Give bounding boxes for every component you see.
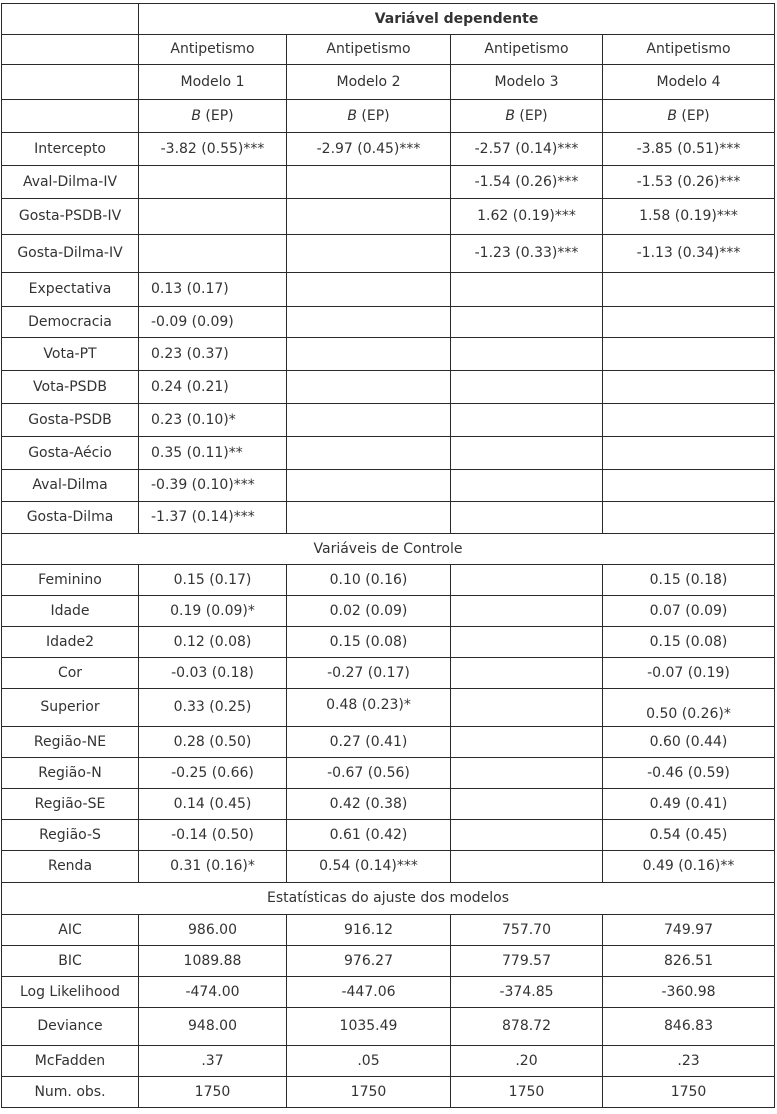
cell-m3: -374.85 [451,977,603,1008]
cell-m2: 1750 [287,1077,451,1108]
cell-m3 [451,758,603,789]
cell-m4 [603,371,775,404]
row-label: Intercepto [2,133,139,166]
cell-m2: -0.67 (0.56) [287,758,451,789]
header-row-dependent [2,35,775,65]
empty-cell [2,35,139,65]
cell-m1: -0.39 (0.10)*** [139,470,287,502]
coef-heading-m1 [139,100,287,133]
cell-m4: 826.51 [603,946,775,977]
table-row-deviance [2,1008,775,1046]
row-label: Região-SE [2,789,139,820]
coef-b: B [667,107,677,124]
cell-m3 [451,689,603,727]
cell-m3 [451,565,603,596]
cell-m4: -360.98 [603,977,775,1008]
dependent-m4: Antipetismo [603,35,775,65]
row-label: BIC [2,946,139,977]
cell-m4: 0.15 (0.18) [603,565,775,596]
cell-m3: -2.57 (0.14)*** [451,133,603,166]
cell-m4: 0.07 (0.09) [603,596,775,627]
cell-m3 [451,371,603,404]
header-row-coef [2,100,775,133]
cell-m4: 846.83 [603,1008,775,1046]
cell-m3: -1.54 (0.26)*** [451,166,603,199]
table-row-bic [2,946,775,977]
empty-cell [2,4,139,35]
section-row-controls [2,534,775,565]
cell-m3 [451,627,603,658]
cell-m3 [451,727,603,758]
table-row-log-likelihood [2,977,775,1008]
model-1-heading: Modelo 1 [139,65,287,100]
regression-table [1,3,775,1108]
cell-m4 [603,404,775,437]
coef-b: B [505,107,515,124]
cell-m2 [287,273,451,307]
cell-m4: -1.13 (0.34)*** [603,235,775,273]
row-label: Democracia [2,307,139,338]
cell-m2: 916.12 [287,915,451,946]
table-row-regiao-ne [2,727,775,758]
cell-m1: 0.13 (0.17) [139,273,287,307]
row-label: Feminino [2,565,139,596]
cell-m1: -474.00 [139,977,287,1008]
table-row-aval-dilma [2,470,775,502]
cell-m1: -3.82 (0.55)*** [139,133,287,166]
coef-ep: (EP) [356,107,390,124]
cell-m2 [287,338,451,371]
cell-m3 [451,502,603,534]
table-row-intercepto [2,133,775,166]
table-row-democracia [2,307,775,338]
cell-m2 [287,470,451,502]
coef-heading-m3 [451,100,603,133]
row-label: Superior [2,689,139,727]
coef-b: B [347,107,357,124]
cell-m3: 1750 [451,1077,603,1108]
row-label: Região-S [2,820,139,851]
cell-m2 [287,502,451,534]
cell-m3 [451,404,603,437]
table-row-expectativa [2,273,775,307]
cell-m3: 1.62 (0.19)*** [451,199,603,235]
cell-m1: 948.00 [139,1008,287,1046]
table-row-vota-psdb [2,371,775,404]
cell-m2: 0.42 (0.38) [287,789,451,820]
row-label: Região-NE [2,727,139,758]
dependent-m1: Antipetismo [139,35,287,65]
row-label: McFadden [2,1046,139,1077]
cell-m1: -0.14 (0.50) [139,820,287,851]
cell-m4: 1750 [603,1077,775,1108]
cell-m2: 0.27 (0.41) [287,727,451,758]
cell-m2: 0.61 (0.42) [287,820,451,851]
cell-m3 [451,820,603,851]
cell-m1: -0.25 (0.66) [139,758,287,789]
cell-m1: 1750 [139,1077,287,1108]
cell-m1: 0.23 (0.37) [139,338,287,371]
dependent-variable-heading: Variável dependente [139,4,775,35]
table-row-idade [2,596,775,627]
row-label: Renda [2,851,139,883]
row-label: Idade2 [2,627,139,658]
table-row-cor [2,658,775,689]
table-row-regiao-se [2,789,775,820]
dependent-m3: Antipetismo [451,35,603,65]
row-label: Deviance [2,1008,139,1046]
model-2-heading: Modelo 2 [287,65,451,100]
cell-m2: -2.97 (0.45)*** [287,133,451,166]
table-row-aval-dilma-iv [2,166,775,199]
cell-m3: .20 [451,1046,603,1077]
model-4-heading: Modelo 4 [603,65,775,100]
coef-b: B [191,107,201,124]
coef-ep: (EP) [676,107,710,124]
table-row-feminino [2,565,775,596]
cell-m1 [139,199,287,235]
table-row-mcfadden [2,1046,775,1077]
controls-section-title: Variáveis de Controle [2,534,775,565]
cell-m3 [451,307,603,338]
cell-m2: 0.02 (0.09) [287,596,451,627]
cell-m1: 986.00 [139,915,287,946]
cell-m4: 0.15 (0.08) [603,627,775,658]
cell-m4 [603,502,775,534]
table-row-renda [2,851,775,883]
cell-m2 [287,371,451,404]
row-label: Gosta-Dilma [2,502,139,534]
cell-m1: 0.12 (0.08) [139,627,287,658]
cell-m1: 0.23 (0.10)* [139,404,287,437]
table-row-regiao-n [2,758,775,789]
cell-m3 [451,338,603,371]
cell-m4: 0.54 (0.45) [603,820,775,851]
cell-m1: 0.24 (0.21) [139,371,287,404]
cell-m2: -447.06 [287,977,451,1008]
cell-m2: -0.27 (0.17) [287,658,451,689]
cell-m1: .37 [139,1046,287,1077]
table-row-regiao-s [2,820,775,851]
cell-m4 [603,307,775,338]
cell-m3 [451,851,603,883]
fit-section-title: Estatísticas do ajuste dos modelos [2,883,775,915]
row-label: Gosta-PSDB-IV [2,199,139,235]
table-row-num-obs [2,1077,775,1108]
row-label: Gosta-PSDB [2,404,139,437]
cell-m4: -1.53 (0.26)*** [603,166,775,199]
cell-m4: 0.60 (0.44) [603,727,775,758]
cell-m4: -0.46 (0.59) [603,758,775,789]
row-label: Vota-PT [2,338,139,371]
cell-m2 [287,404,451,437]
cell-m3: 779.57 [451,946,603,977]
cell-m4 [603,437,775,470]
cell-m2: 976.27 [287,946,451,977]
row-label: Aval-Dilma-IV [2,166,139,199]
cell-m2: 0.10 (0.16) [287,565,451,596]
row-label: Cor [2,658,139,689]
cell-m2 [287,199,451,235]
cell-m2 [287,307,451,338]
cell-m1: 0.19 (0.09)* [139,596,287,627]
coef-heading-m4 [603,100,775,133]
empty-cell [2,65,139,100]
cell-m1: -0.03 (0.18) [139,658,287,689]
row-label: Região-N [2,758,139,789]
table-row-gosta-psdb-iv [2,199,775,235]
cell-m4: 0.50 (0.26)* [603,689,775,727]
cell-m3: 878.72 [451,1008,603,1046]
cell-m1: 1089.88 [139,946,287,977]
model-3-heading: Modelo 3 [451,65,603,100]
table-row-vota-pt [2,338,775,371]
cell-m4: .23 [603,1046,775,1077]
header-row-top [2,4,775,35]
table-row-aic [2,915,775,946]
coef-ep: (EP) [200,107,234,124]
cell-m1: 0.33 (0.25) [139,689,287,727]
row-label: Num. obs. [2,1077,139,1108]
cell-m2: 1035.49 [287,1008,451,1046]
table-row-gosta-dilma-iv [2,235,775,273]
row-label: Idade [2,596,139,627]
coef-heading-m2 [287,100,451,133]
cell-m3: -1.23 (0.33)*** [451,235,603,273]
row-label: Vota-PSDB [2,371,139,404]
cell-m1: 0.28 (0.50) [139,727,287,758]
cell-m1: -0.09 (0.09) [139,307,287,338]
dependent-m2: Antipetismo [287,35,451,65]
cell-m4 [603,470,775,502]
row-label: Gosta-Aécio [2,437,139,470]
cell-m2 [287,166,451,199]
cell-m3 [451,596,603,627]
row-label: Expectativa [2,273,139,307]
cell-m4: -0.07 (0.19) [603,658,775,689]
cell-m1: -1.37 (0.14)*** [139,502,287,534]
table-row-gosta-psdb [2,404,775,437]
cell-m3: 757.70 [451,915,603,946]
cell-m1 [139,235,287,273]
cell-m4: 1.58 (0.19)*** [603,199,775,235]
cell-m3 [451,437,603,470]
table-row-gosta-aecio [2,437,775,470]
cell-m2: 0.48 (0.23)* [287,689,451,727]
cell-m4: 0.49 (0.16)** [603,851,775,883]
cell-m4: -3.85 (0.51)*** [603,133,775,166]
cell-m4 [603,273,775,307]
table-row-gosta-dilma [2,502,775,534]
section-row-fit [2,883,775,915]
table-row-idade2 [2,627,775,658]
cell-m4 [603,338,775,371]
cell-m4: 0.49 (0.41) [603,789,775,820]
cell-m1: 0.14 (0.45) [139,789,287,820]
table-row-superior [2,689,775,727]
header-row-models [2,65,775,100]
row-label: AIC [2,915,139,946]
cell-m2: .05 [287,1046,451,1077]
coef-ep: (EP) [514,107,548,124]
cell-m2: 0.15 (0.08) [287,627,451,658]
cell-m3 [451,658,603,689]
cell-m1: 0.31 (0.16)* [139,851,287,883]
cell-m1: 0.15 (0.17) [139,565,287,596]
empty-cell [2,100,139,133]
cell-m2 [287,437,451,470]
cell-m3 [451,273,603,307]
row-label: Log Likelihood [2,977,139,1008]
row-label: Aval-Dilma [2,470,139,502]
cell-m1: 0.35 (0.11)** [139,437,287,470]
cell-m1 [139,166,287,199]
cell-m3 [451,789,603,820]
cell-m2: 0.54 (0.14)*** [287,851,451,883]
cell-m3 [451,470,603,502]
row-label: Gosta-Dilma-IV [2,235,139,273]
cell-m4: 749.97 [603,915,775,946]
cell-m2 [287,235,451,273]
